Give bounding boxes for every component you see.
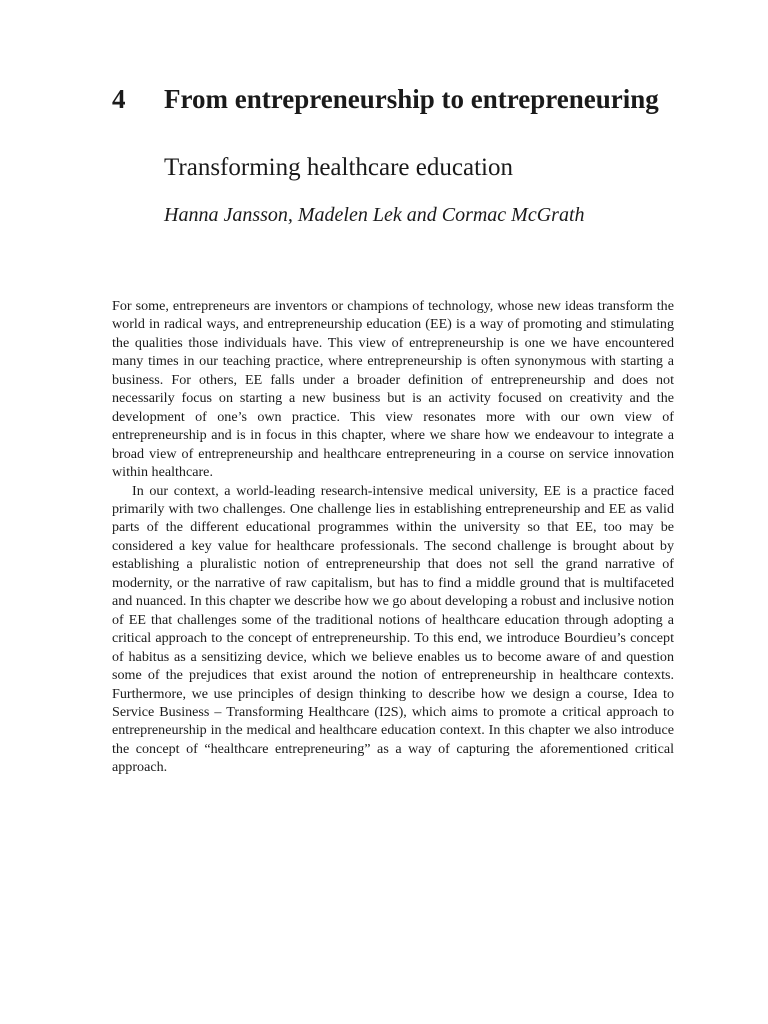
- chapter-title: From entrepreneurship to entrepreneuring: [164, 84, 659, 114]
- chapter-subtitle: Transforming healthcare education: [164, 154, 513, 181]
- chapter-body-text: [112, 297, 674, 777]
- chapter-authors: Hanna Jansson, Madelen Lek and Cormac McGrath: [164, 204, 585, 226]
- body-paragraph: In our context, a world-leading research-intensive medical university, EE is a practice faced primarily with two challenges. One challenge lies in establishing entrepreneurship and EE as valid parts of the different educational programmes within the university so that EE, too may be considered a key value for healthcare professionals. The second challenge is brought about by establishing a pluralistic notion of entrepreneurship that does not sell the grand narrative of modernity, or the narrative of raw capitalism, but has to find a middle ground that is multifaceted and nuanced. In this chapter we describe how we go about developing a robust and inclusive notion of EE that challenges some of the traditional notions of healthcare education through adopting a critical approach to the concept of entrepreneurship. To this end, we introduce Bourdieu’s concept of habitus as a sensitizing device, which we believe enables us to become aware of and question some of the prejudices that exist around the notion of entrepreneurship in healthcare contexts. Furthermore, we use principles of design thinking to describe how we design a course, Idea to Service Business – Transforming Healthcare (I2S), which aims to promote a critical approach to entrepreneurship in the medical and healthcare education context. In this chapter we also introduce the concept of “healthcare entrepreneuring” as a way of capturing the aforementioned critical approach.: [112, 482, 674, 776]
- body-paragraph: For some, entrepreneurs are inventors or champions of technology, whose new ideas transform the world in radical ways, and entrepreneurship education (EE) is a way of promoting and stimulating the qualities those individuals have. This view of entrepreneurship is one we have encountered many times in our teaching practice, where entrepreneurship is often synonymous with starting a business. For others, EE falls under a broader definition of entrepreneurship and does not necessarily focus on starting a new business but is an activity focused on creativity and the development of one’s own practice. This view resonates more with our own view of entrepreneurship and is in focus in this chapter, where we share how we endeavour to integrate a broad view of entrepreneurship and healthcare entrepreneuring in a course on service innovation within healthcare.: [112, 298, 674, 481]
- chapter-number: 4: [112, 84, 126, 114]
